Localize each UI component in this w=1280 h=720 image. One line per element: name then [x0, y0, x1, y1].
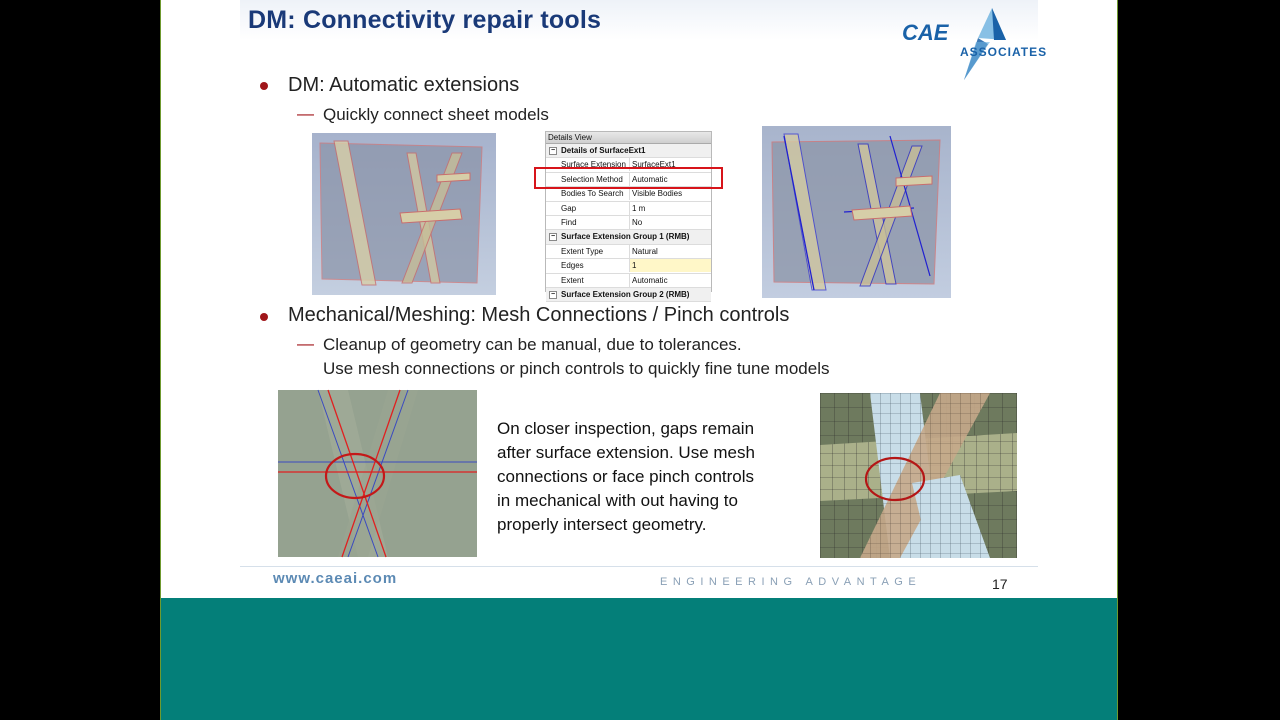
bullet-1: DM: Automatic extensions [288, 74, 520, 96]
collapse-icon[interactable]: − [550, 290, 556, 298]
sheet-model-image [312, 133, 496, 295]
left-panel [160, 0, 240, 598]
details-row[interactable]: Surface Extension SurfaceExt1 [546, 158, 711, 172]
bullet-2-sub-1: Cleanup of geometry can be manual, due to tolerances. [323, 335, 742, 354]
slide-title: DM: Connectivity repair tools [248, 6, 602, 34]
details-row[interactable]: Gap 1 m [546, 202, 711, 216]
logo-mark-icon [964, 8, 1006, 80]
gap-closeup-image [278, 390, 477, 557]
details-row[interactable]: Extent Automatic [546, 274, 711, 288]
dash: — [297, 334, 314, 353]
cae-associates-logo [880, 4, 1048, 80]
details-row[interactable]: Find No [546, 216, 711, 230]
details-row[interactable]: Edges 1 [546, 259, 711, 273]
details-group-row[interactable]: − Surface Extension Group 1 (RMB) [546, 230, 711, 244]
details-row-selection-method[interactable]: Selection Method Automatic [546, 173, 711, 187]
bullet-dot [260, 82, 268, 90]
mesh-image [820, 393, 1017, 558]
details-view-title: Details View [546, 132, 711, 144]
details-row[interactable]: Bodies To Search Visible Bodies [546, 187, 711, 201]
selection-method-highlight [534, 167, 723, 189]
explanation-paragraph: On closer inspection, gaps remain after surface extension. Use mesh connections or face pinch controls in mechanical with out having to properly intersect geometry. [497, 419, 755, 534]
page-number: 17 [992, 576, 1008, 592]
extended-model-image [762, 126, 951, 298]
footer-tagline: ENGINEERING ADVANTAGE [660, 576, 922, 588]
collapse-icon[interactable]: − [550, 233, 556, 241]
details-group-row[interactable]: − Surface Extension Group 2 (RMB) [546, 288, 711, 302]
teal-band [160, 598, 1118, 720]
slide [240, 0, 1048, 598]
details-group-row[interactable]: − Details of SurfaceExt1 [546, 144, 711, 158]
details-view-panel [545, 131, 712, 299]
bullet-2: Mechanical/Meshing: Mesh Connections / Pinch controls [288, 304, 790, 326]
details-row[interactable]: Extent Type Natural [546, 245, 711, 259]
right-border-line [1117, 0, 1118, 720]
logo-secondary: ASSOCIATES [960, 45, 1048, 59]
footer-rule [240, 566, 1038, 567]
logo-primary: CAE [902, 20, 949, 45]
left-border-line [160, 0, 161, 720]
right-panel [1038, 0, 1118, 598]
bullet-1-sub-1: Quickly connect sheet models [323, 105, 549, 124]
footer-url: www.caeai.com [273, 570, 398, 587]
collapse-icon[interactable]: − [550, 147, 556, 154]
dash: — [297, 104, 314, 123]
bullet-2-sub-2: Use mesh connections or pinch controls to quickly fine tune models [323, 359, 830, 378]
bullet-dot [260, 313, 268, 321]
